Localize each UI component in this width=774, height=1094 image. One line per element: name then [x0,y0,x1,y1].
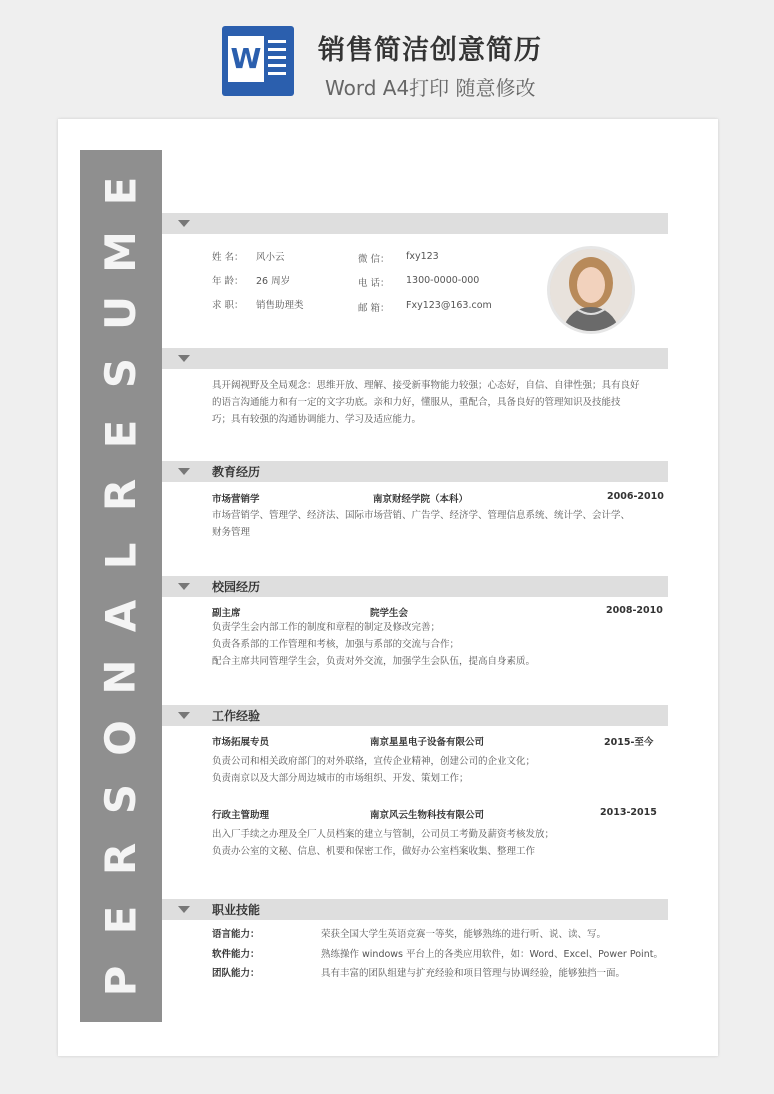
edu-courses [212,507,630,541]
skill-value: 熟练操作 windows 平台上的各类应用软件，如：Word、Excel、Power Point。 [321,949,663,960]
banner-title: 销售简洁创意简历 [318,35,542,66]
job-period: 2015-至今 [604,737,654,748]
triangle-down-icon [178,355,190,362]
triangle-down-icon [178,468,190,475]
self-eval-text [212,377,640,428]
job-company: 南京风云生物科技有限公司 [370,810,485,821]
side-letter: P [95,965,145,997]
skill-label: 语言能力： [212,929,260,940]
side-letter: M [95,230,145,273]
wechat-label: 微 信： [358,254,390,265]
text-line: 的语言沟通能力和有一定的文字功底。亲和力好，懂服从，重配合，具备良好的管理知识及技能技 [212,397,621,408]
triangle-down-icon [178,220,190,227]
side-letter: E [95,176,145,206]
job-role: 行政主管助理 [212,810,270,821]
section-title: 教育经历 [212,465,261,479]
triangle-down-icon [178,583,190,590]
banner-subtitle: Word A4打印 随意修改 [325,76,536,100]
campus-duties [212,619,535,670]
triangle-down-icon [178,712,190,719]
section-bar-work [162,705,668,726]
text-line: 财务管理 [212,527,251,538]
text-line: 市场营销学、管理学、经济法、国际市场营销、广告学、经济学、管理信息系统、统计学、会计学、 [212,510,631,521]
section-title: 校园经历 [212,580,261,594]
side-letter: E [95,419,145,449]
wechat-value: fxy123 [406,251,439,262]
skill-value: 具有丰富的团队组建与扩充经验和项目管理与协调经验，能够独挡一面。 [321,968,626,979]
side-letter: O [96,720,145,756]
avatar-portrait-icon [550,249,632,331]
job-label: 求 职： [212,300,244,311]
text-line: 负责学生会内部工作的制度和章程的制定及修改完善； [212,622,441,633]
text-line: 负责办公室的文秘、信息、机要和保密工作，做好办公室档案收集、整理工作 [212,846,536,857]
triangle-down-icon [178,906,190,913]
side-letter: S [96,783,145,814]
text-line: 负责各系部的工作管理和考核，加强与系部的交流与合作； [212,639,460,650]
job-duties [212,753,535,787]
name-label: 姓 名： [212,252,244,263]
text-line: 具开阔视野及全局观念：思维开放、理解、接受新事物能力较强；心态好，自信、自律性强；具有良好 [212,380,640,391]
campus-org: 院学生会 [370,608,409,619]
skill-value: 荣获全国大学生英语竞赛一等奖，能够熟练的进行听、说、读、写。 [321,929,607,940]
edu-major: 市场营销学 [212,494,260,505]
phone-label: 电 话： [358,278,390,289]
avatar [547,246,635,334]
age-label: 年 龄： [212,276,244,287]
side-letter: U [95,295,145,330]
resume-page [58,119,718,1056]
name-value: 风小云 [256,252,285,263]
side-letter: N [96,659,145,695]
side-letter: R [96,478,145,511]
email-value: Fxy123@163.com [406,300,492,311]
campus-role: 副主席 [212,608,241,619]
side-letter: S [96,358,145,389]
word-logo-letter: W [228,36,264,82]
edu-school: 南京财经学院（本科） [373,494,469,505]
section-title: 职业技能 [212,903,261,917]
text-line: 负责公司和相关政府部门的对外联络，宣传企业精神，创建公司的企业文化； [212,756,536,767]
text-line: 巧；具有较强的沟通协调能力、学习及适应能力。 [212,414,422,425]
word-icon [222,26,294,96]
campus-period: 2008-2010 [606,605,663,616]
side-letter: L [95,542,145,569]
email-label: 邮 箱： [358,303,390,314]
job-company: 南京星星电子设备有限公司 [370,737,485,748]
side-letter: A [95,600,145,633]
text-line: 配合主席共同管理学生会，负责对外交流，加强学生会队伍，提高自身素质。 [212,656,536,667]
text-line: 负责南京以及大部分周边城市的市场组织、开发、策划工作； [212,773,469,784]
side-letter: E [95,905,145,935]
job-role: 市场拓展专员 [212,737,270,748]
text-line: 出入厂手续之办理及全厂人员档案的建立与管制，公司员工考勤及薪资考核发放； [212,829,555,840]
job-duties [212,826,554,860]
section-bar-campus [162,576,668,597]
banner [0,0,774,118]
edu-period: 2006-2010 [607,491,664,502]
skill-label: 团队能力： [212,968,260,979]
section-bar-basic [162,213,668,234]
skill-label: 软件能力： [212,949,260,960]
job-value: 销售助理类 [256,300,304,311]
section-title: 工作经验 [212,709,261,723]
section-bar-education [162,461,668,482]
phone-value: 1300-0000-000 [406,275,480,286]
section-bar-self-eval [162,348,668,369]
job-period: 2013-2015 [600,807,657,818]
side-letter: R [96,843,145,876]
section-bar-skills [162,899,668,920]
side-vertical-text [80,171,162,1001]
age-value: 26 周岁 [256,276,291,287]
